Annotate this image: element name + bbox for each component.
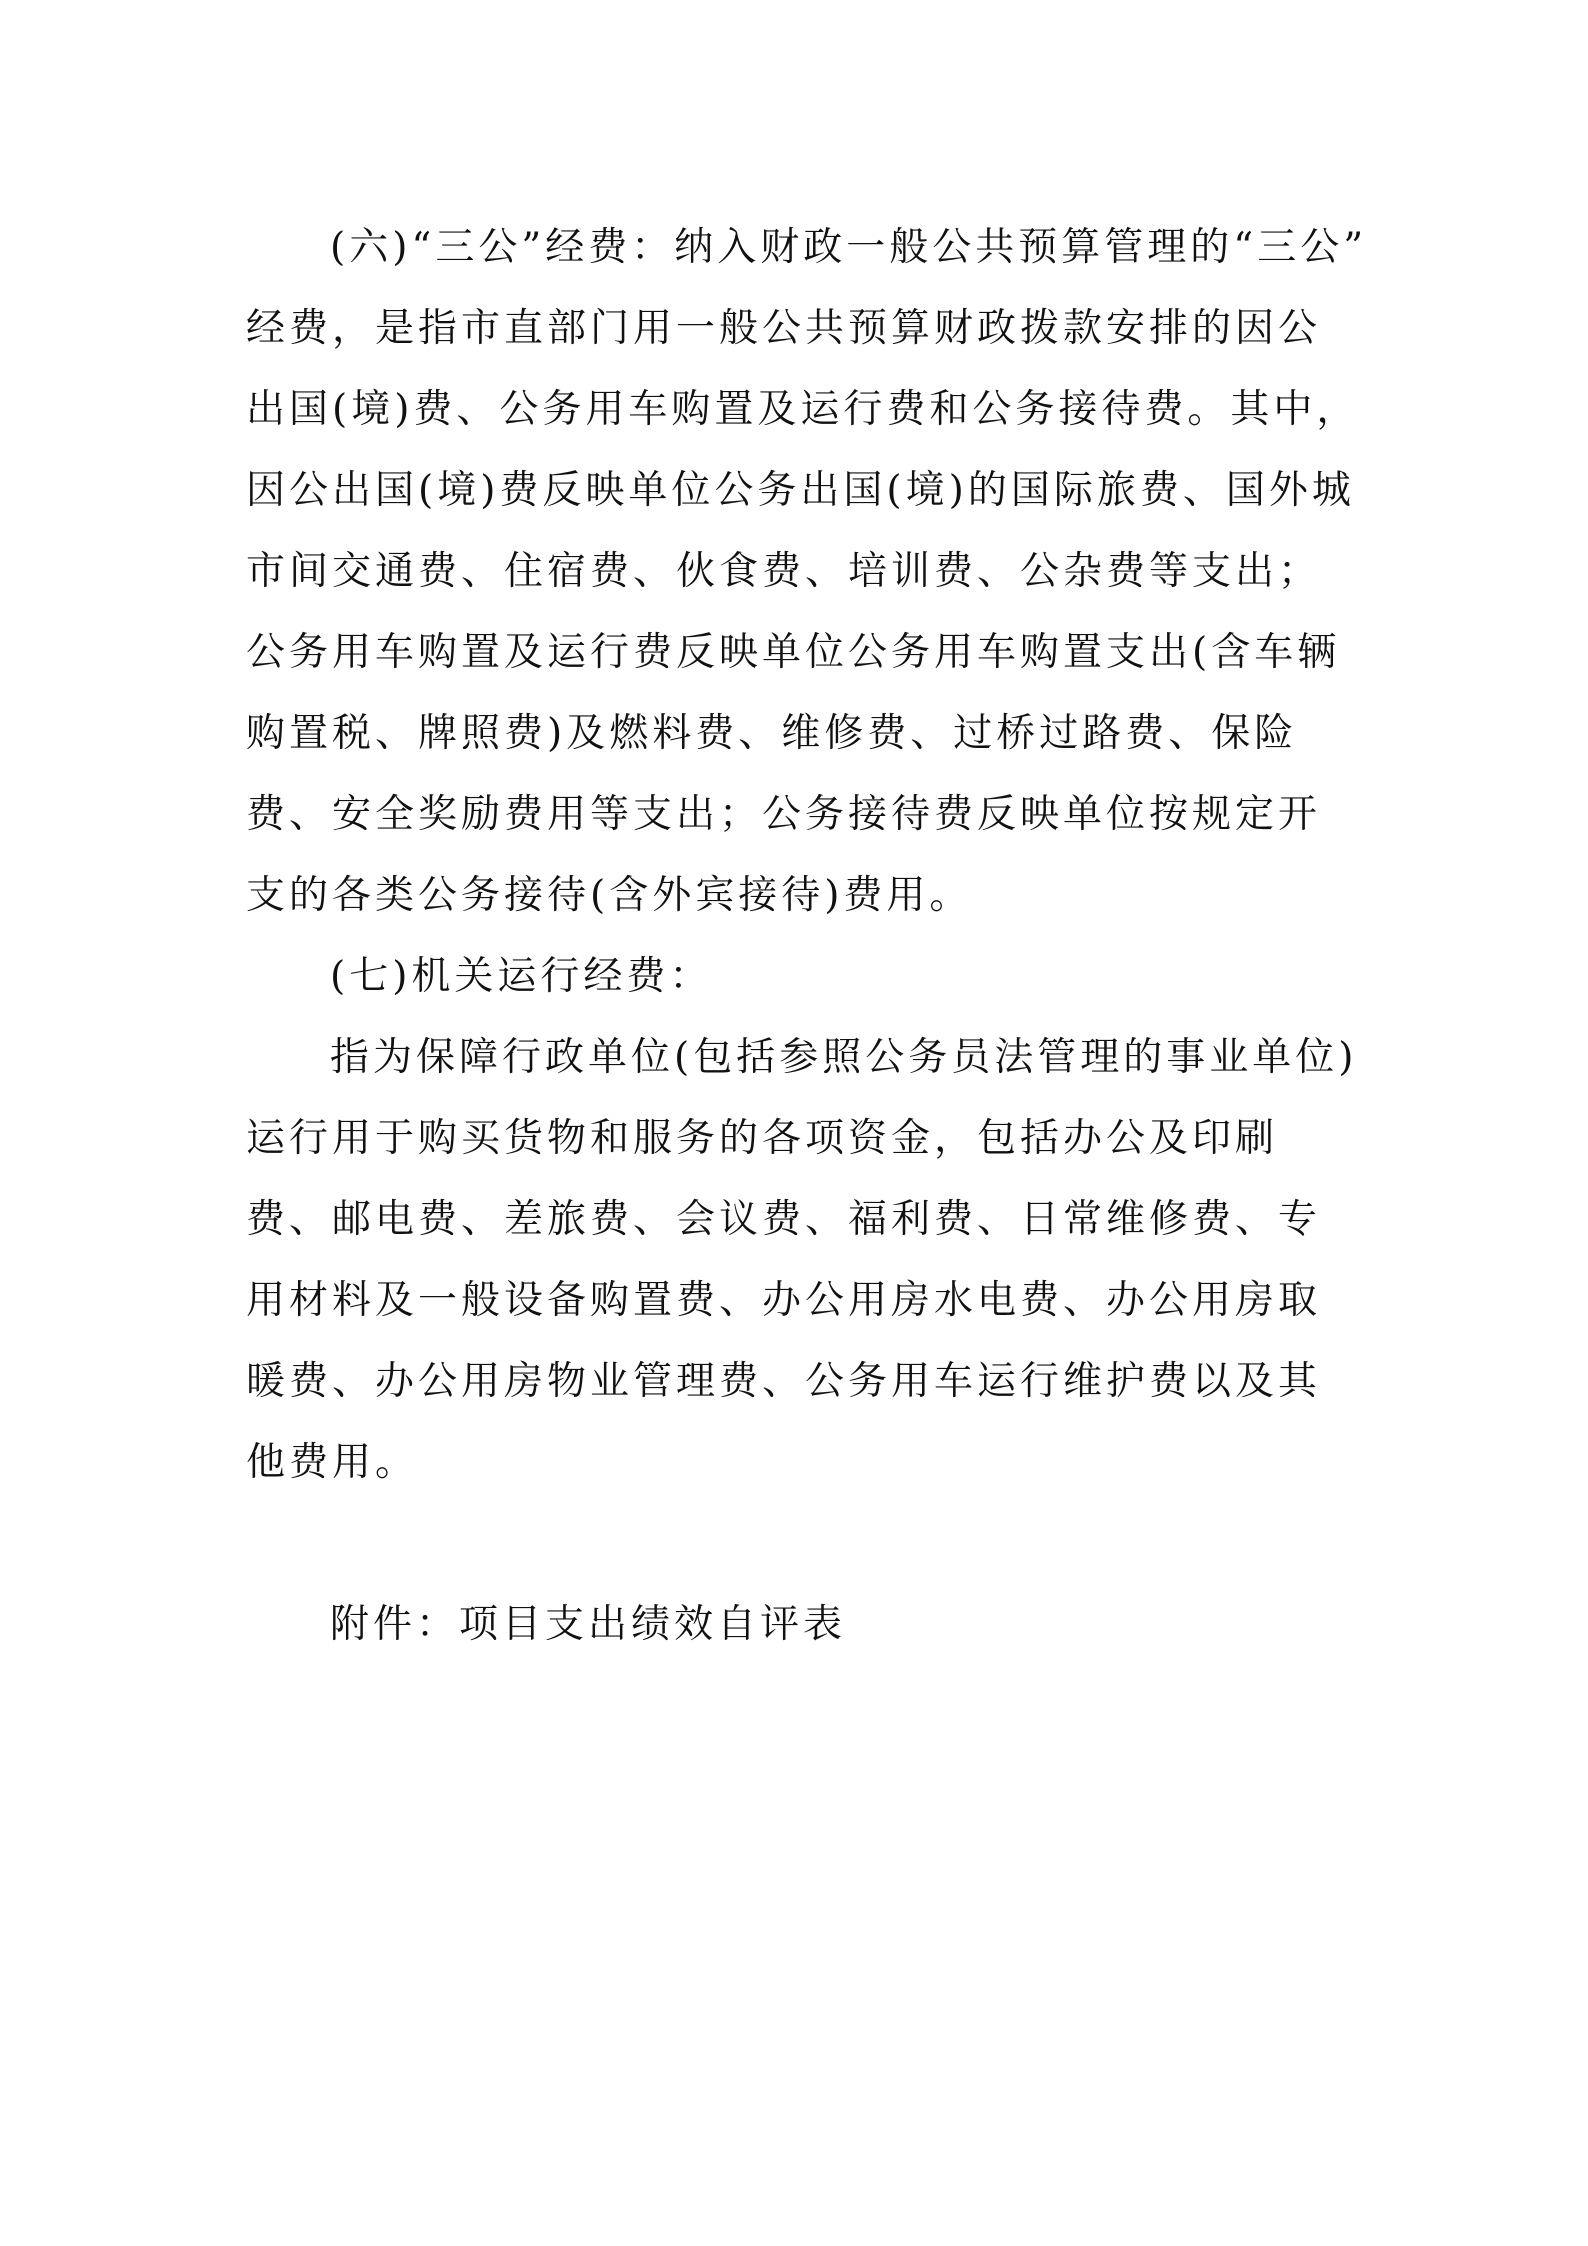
paragraph-seven-line-5: 暖费、办公用房物业管理费、公务用车运行维护费以及其 <box>246 1359 1322 1404</box>
paragraph-six-line-6: 公务用车购置及运行费反映单位公务用车购置支出(含车辆 <box>246 630 1341 675</box>
paragraph-six-line-8: 费、安全奖励费用等支出；公务接待费反映单位按规定开 <box>246 792 1322 837</box>
paragraph-seven-line-2: 运行用于购买货物和服务的各项资金，包括办公及印刷 <box>246 1116 1279 1161</box>
paragraph-seven-line-1: 指为保障行政单位(包括参照公务员法管理的事业单位) <box>330 1035 1358 1080</box>
paragraph-six-line-2: 经费，是指市直部门用一般公共预算财政拨款安排的因公 <box>246 306 1322 351</box>
paragraph-six-line-5: 市间交通费、住宿费、伙食费、培训费、公杂费等支出； <box>246 549 1322 594</box>
paragraph-seven-line-3: 费、邮电费、差旅费、会议费、福利费、日常维修费、专 <box>246 1197 1322 1242</box>
heading-seven: (七)机关运行经费： <box>330 954 713 999</box>
paragraph-six-line-4: 因公出国(境)费反映单位公务出国(境)的国际旅费、国外城 <box>246 468 1355 513</box>
paragraph-six-line-9: 支的各类公务接待(含外宾接待)费用。 <box>246 873 973 918</box>
attachment-note: 附件：项目支出绩效自评表 <box>330 1602 847 1647</box>
paragraph-seven-line-6: 他费用。 <box>246 1440 419 1485</box>
paragraph-six-line-7: 购置税、牌照费)及燃料费、维修费、过桥过路费、保险 <box>246 711 1298 756</box>
spacer <box>246 1503 1346 1584</box>
paragraph-six-line-3: 出国(境)费、公务用车购置及运行费和公务接待费。其中， <box>246 387 1360 432</box>
paragraph-six-line-1: (六)“三公”经费：纳入财政一般公共预算管理的“三公” <box>330 225 1368 270</box>
document-body <box>246 207 1368 1665</box>
paragraph-seven-line-4: 用材料及一般设备购置费、办公用房水电费、办公用房取 <box>246 1278 1322 1323</box>
